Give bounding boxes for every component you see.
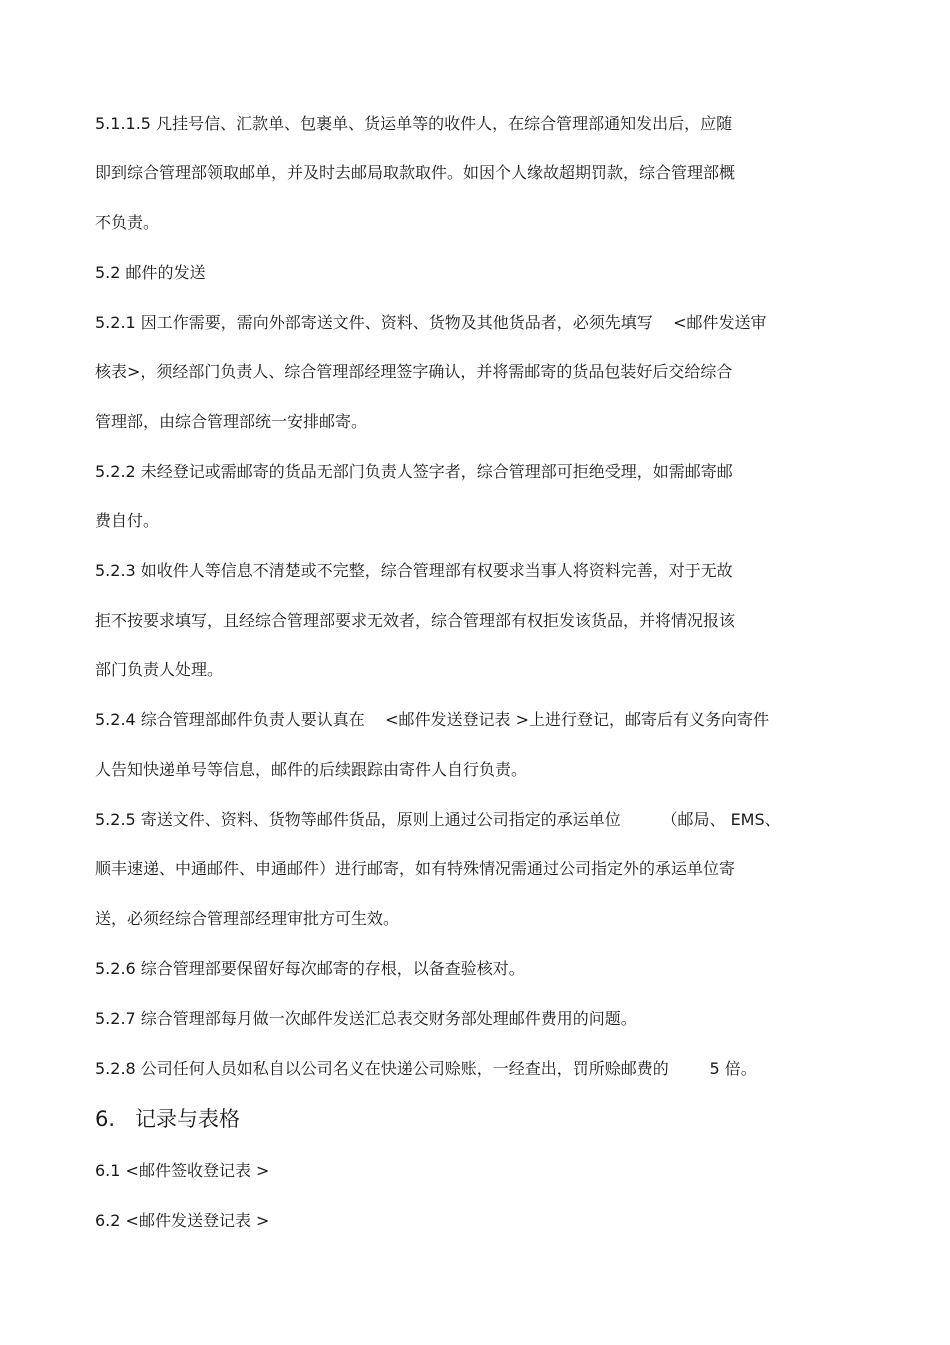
paragraph-line: 5.2.1 因工作需要，需向外部寄送文件、资料、货物及其他货品者，必须先填写 <邮件发送审	[95, 313, 767, 332]
paragraph-line: 5.2.8 公司任何人员如私自以公司名义在快递公司赊账，一经查出，罚所赊邮费的 5 倍。	[95, 1059, 757, 1078]
paragraph-line: 核表>，须经部门负责人、综合管理部经理签字确认，并将需邮寄的货品包装好后交给综合	[95, 362, 733, 381]
paragraph-line: 5.2.4 综合管理部邮件负责人要认真在 <邮件发送登记表 >上进行登记，邮寄后有义务向寄件	[95, 710, 770, 729]
paragraph-line: 部门负责人处理。	[95, 660, 224, 679]
paragraph-line: 费自付。	[95, 511, 160, 530]
paragraph-line: 5.2.3 如收件人等信息不清楚或不完整，综合管理部有权要求当事人将资料完善，对于无故	[95, 561, 733, 580]
paragraph-line: 5.1.1.5 凡挂号信、汇款单、包裹单、货运单等的收件人，在综合管理部通知发出后，应随	[95, 114, 733, 133]
paragraph-line: 送，必须经综合管理部经理审批方可生效。	[95, 909, 400, 928]
paragraph-line: 5.2.5 寄送文件、资料、货物等邮件货品，原则上通过公司指定的承运单位 （邮局、 EMS、	[95, 810, 781, 829]
paragraph-line: 5.2.2 未经登记或需邮寄的货品无部门负责人签字者，综合管理部可拒绝受理，如需邮寄邮	[95, 462, 733, 481]
paragraph-line: 5.2.7 综合管理部每月做一次邮件发送汇总表交财务部处理邮件费用的问题。	[95, 1009, 637, 1028]
paragraph-line: 拒不按要求填写，且经综合管理部要求无效者，综合管理部有权拒发该货品，并将情况报该	[95, 611, 736, 630]
paragraph-line: 不负责。	[95, 213, 160, 232]
record-item: 6.2 <邮件发送登记表 >	[95, 1211, 270, 1230]
section-heading: 6. 记录与表格	[95, 1107, 241, 1131]
record-item: 6.1 <邮件签收登记表 >	[95, 1161, 270, 1180]
section-title: 5.2 邮件的发送	[95, 263, 206, 282]
paragraph-line: 人告知快递单号等信息，邮件的后续跟踪由寄件人自行负责。	[95, 760, 528, 779]
paragraph-line: 即到综合管理部领取邮单，并及时去邮局取款取件。如因个人缘故超期罚款，综合管理部概	[95, 163, 736, 182]
paragraph-line: 5.2.6 综合管理部要保留好每次邮寄的存根，以备查验核对。	[95, 959, 525, 978]
paragraph-line: 管理部，由综合管理部统一安排邮寄。	[95, 412, 368, 431]
paragraph-line: 顺丰速递、中通邮件、申通邮件）进行邮寄，如有特殊情况需通过公司指定外的承运单位寄	[95, 859, 736, 878]
